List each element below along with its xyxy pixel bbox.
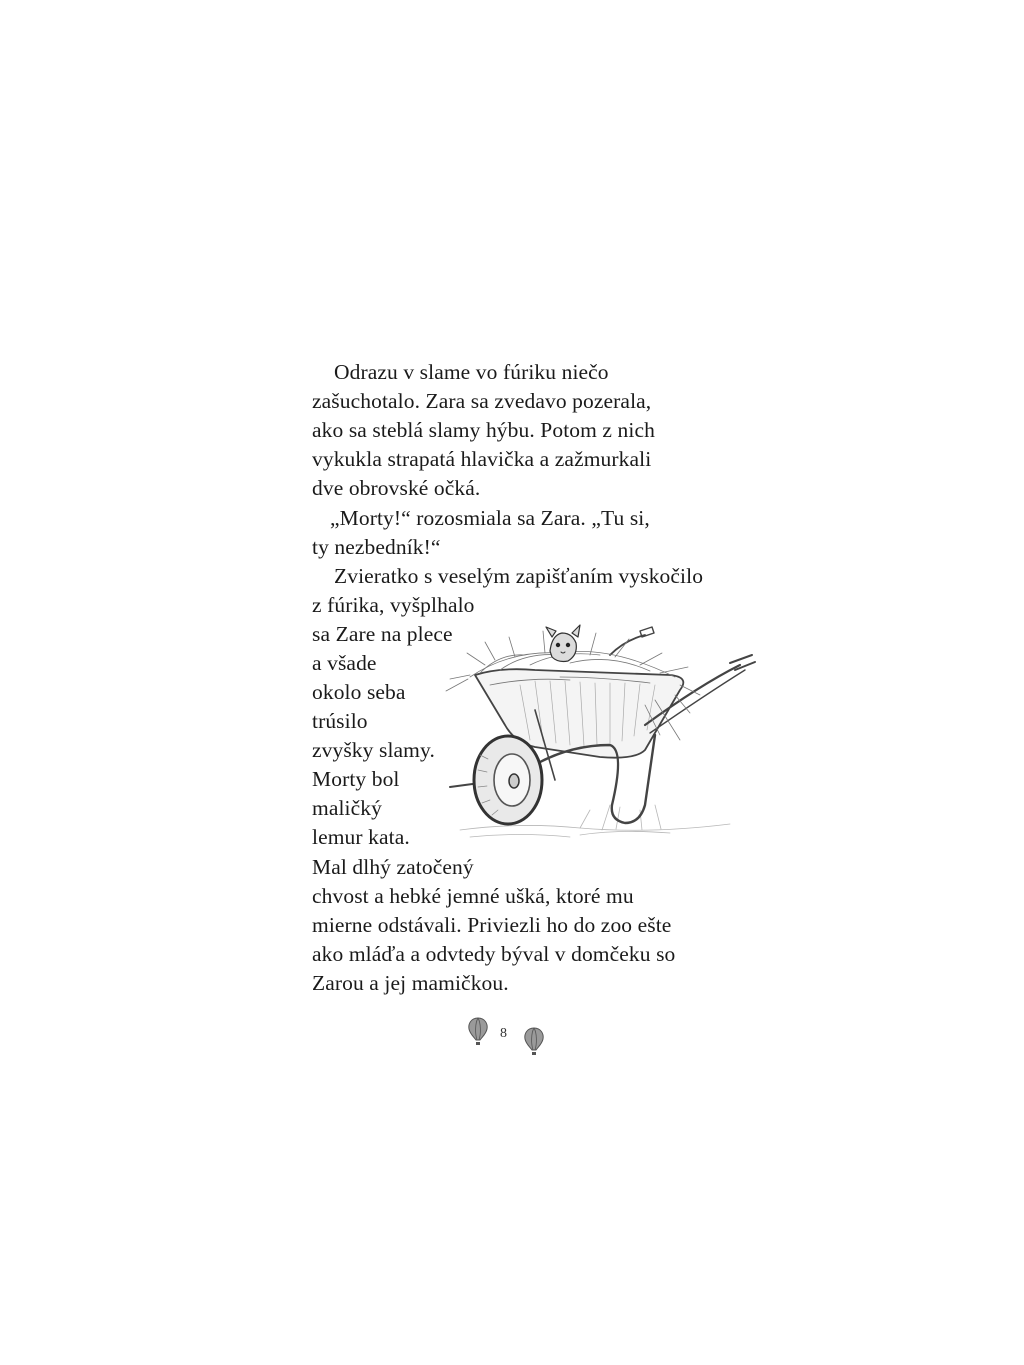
- text-line: Zvieratko s veselým zapišťaním vyskočilo: [334, 564, 704, 588]
- text-line: Zarou a jej mamičkou.: [312, 971, 509, 995]
- text-line: vykukla strapatá hlavička a zažmurkali: [312, 447, 652, 471]
- text-line: trúsilo: [312, 709, 368, 733]
- text-line: a všade: [312, 651, 377, 675]
- text-line: sa Zare na plece: [312, 622, 453, 646]
- text-line: ako mláďa a odvtedy býval v domčeku so: [312, 942, 676, 966]
- text-line: zašuchotalo. Zara sa zvedavo pozerala,: [312, 389, 652, 413]
- page-number: 8: [500, 1026, 507, 1041]
- text-line: ako sa steblá slamy hýbu. Potom z nich: [312, 418, 655, 442]
- text-line: lemur kata.: [312, 825, 410, 849]
- text-line: dve obrovské očká.: [312, 476, 481, 500]
- text-line: okolo seba: [312, 680, 406, 704]
- text-line: „Morty!“ rozosmiala sa Zara. „Tu si,: [330, 506, 650, 530]
- wheelbarrow-illustration: [440, 615, 780, 865]
- text-line: Odrazu v slame vo fúriku niečo: [334, 360, 609, 384]
- text-line: maličký: [312, 796, 382, 820]
- text-line: Mal dlhý zatočený: [312, 855, 474, 879]
- text-line: chvost a hebké jemné ušká, ktoré mu: [312, 884, 634, 908]
- text-line: ty nezbedník!“: [312, 535, 441, 559]
- hot-air-balloon-icon: [523, 1027, 545, 1057]
- text-line: mierne odstávali. Priviezli ho do zoo ešte: [312, 913, 672, 937]
- text-line: Morty bol: [312, 767, 400, 791]
- text-line: z fúrika, vyšplhalo: [312, 593, 475, 617]
- hot-air-balloon-icon: [467, 1017, 489, 1047]
- text-line: zvyšky slamy.: [312, 738, 435, 762]
